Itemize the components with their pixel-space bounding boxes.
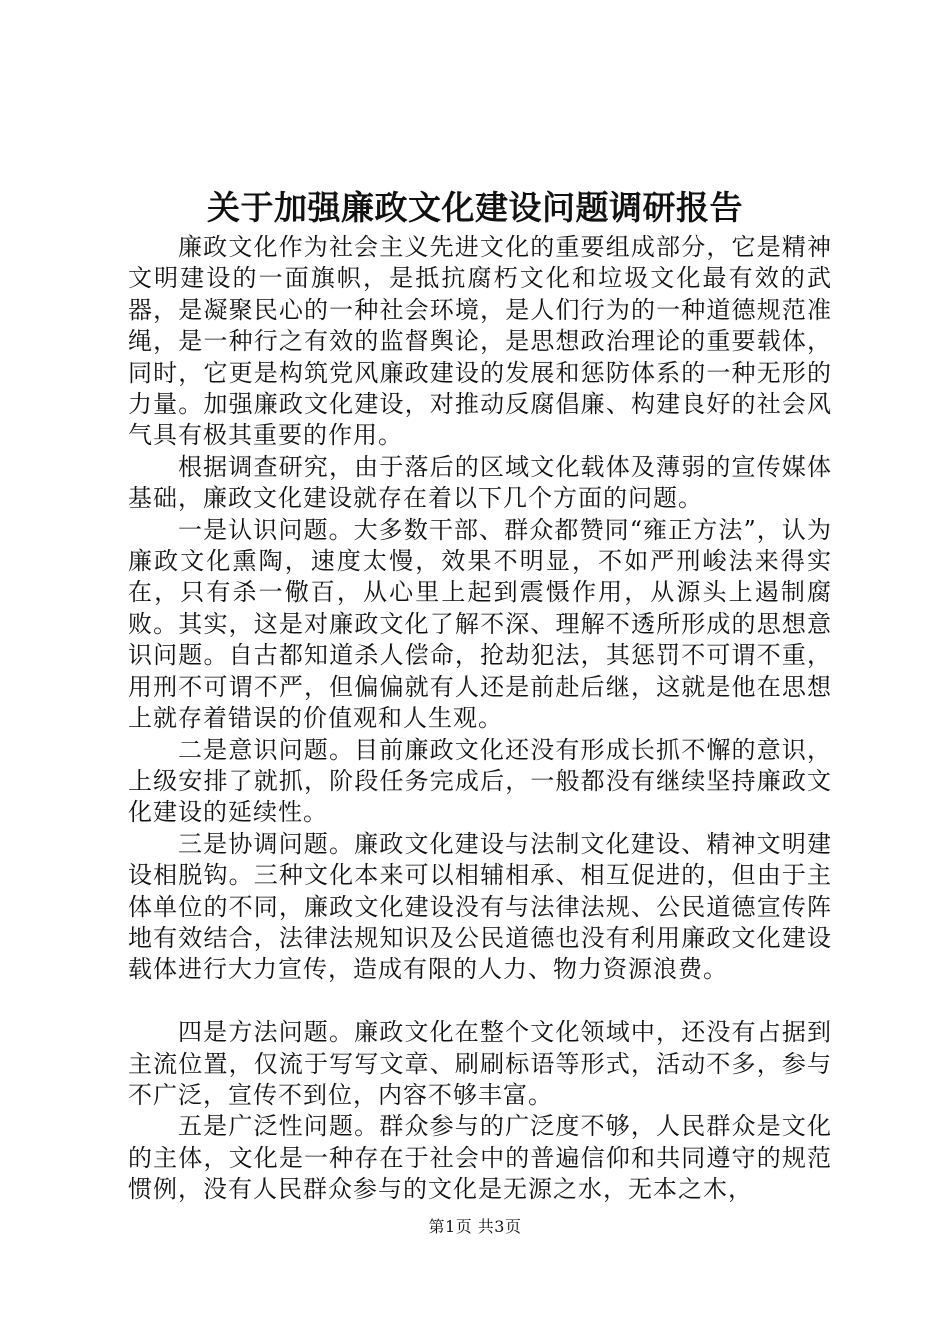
paragraph-issue-5: 五是广泛性问题。群众参与的广泛度不够，人民群众是文化的主体，文化是一种存在于社会中的普遍信仰和共同遵守的规范惯例，没有人民群众参与的文化是无源之水，无本之木，	[128, 1112, 832, 1204]
paragraph-issue-4: 四是方法问题。廉政文化在整个文化领域中，还没有占据到主流位置，仅流于写写文章、刷刷标语等形式，活动不多，参与不广泛，宣传不到位，内容不够丰富。	[128, 1018, 832, 1109]
paragraph-spacer	[128, 986, 832, 1017]
paragraph-issue-2: 二是意识问题。目前廉政文化还没有形成长抓不懈的意识，上级安排了就抓，阶段任务完成后，一般都没有继续坚持廉政文化建设的延续性。	[128, 735, 832, 827]
paragraph-intro: 廉政文化作为社会主义先进文化的重要组成部分，它是精神文明建设的一面旗帜，是抵抗腐朽文化和垃圾文化最有效的武器，是凝聚民心的一种社会环境，是人们行为的一种道德规范准绳，是一种行之有效的监督舆论，是思想政治理论的重要载体，同时，它更是构筑党风廉政建设的发展和惩防体系的一种无形的力量。加强廉政文化建设，对推动反腐倡廉、构建良好的社会风气具有极其重要的作用。	[128, 233, 832, 450]
paragraph-survey: 根据调查研究，由于落后的区域文化载体及薄弱的宣传媒体基础，廉政文化建设就存在着以下几个方面的问题。	[128, 452, 832, 513]
page-number-footer: 第1页 共3页	[428, 1217, 522, 1236]
document-body	[128, 232, 832, 1206]
paragraph-issue-1: 一是认识问题。大多数干部、群众都赞同“雍正方法”，认为廉政文化熏陶，速度太慢，效果不明显，不如严刑峻法来得实在，只有杀一儆百，从心里上起到震慑作用，从源头上遏制腐败。其实，这是对廉政文化了解不深、理解不透所形成的思想意识问题。自古都知道杀人偿命，抢劫犯法，其惩罚不可谓不重，用刑不可谓不严，但偏偏就有人还是前赴后继，这就是他在思想上就存着错误的价值观和人生观。	[128, 515, 832, 733]
document-title: 关于加强廉政文化建设问题调研报告	[207, 188, 743, 227]
paragraph-issue-3: 三是协调问题。廉政文化建设与法制文化建设、精神文明建设相脱钩。三种文化本来可以相辅相承、相互促进的，但由于主体单位的不同，廉政文化建设没有与法律法规、公民道德宣传阵地有效结合，法律法规知识及公民道德也没有利用廉政文化建设载体进行大力宣传，造成有限的人力、物力资源浪费。	[128, 829, 832, 984]
